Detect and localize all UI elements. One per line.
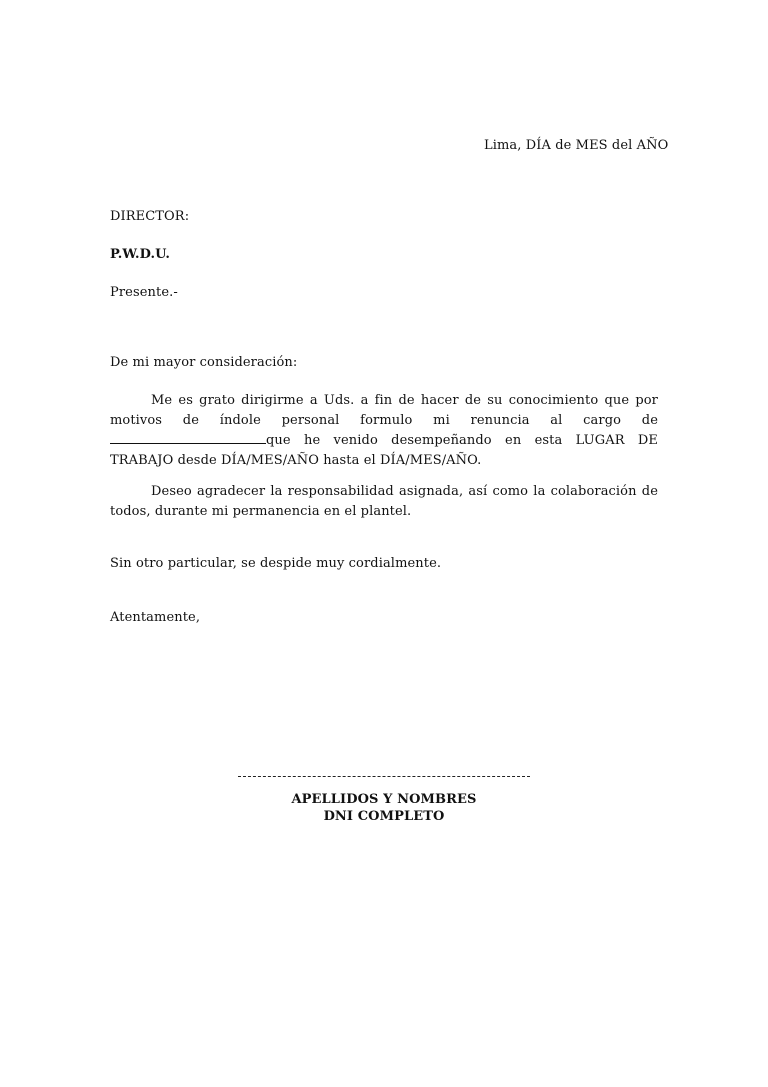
- body-paragraph-1: [110, 391, 658, 471]
- body-paragraph-2: Deseo agradecer la responsabilidad asignada, así como la colaboración de todos, durante mi permanencia en el plantel.: [110, 484, 658, 519]
- sign-off: Atentamente,: [110, 610, 201, 625]
- signature-id: DNI COMPLETO: [323, 809, 445, 824]
- date-line: Lima, DÍA de MES del AÑO: [484, 138, 669, 153]
- salutation: De mi mayor consideración:: [110, 355, 298, 370]
- job-title-blank: [110, 431, 266, 444]
- signature-line: [238, 776, 530, 777]
- paragraph-1-text-start: Me es grato dirigirme a Uds. a fin de hacer de su conocimiento que por motivos de índole personal formulo mi renuncia al cargo de: [110, 393, 658, 428]
- closing-line: Sin otro particular, se despide muy cordialmente.: [110, 556, 442, 571]
- signature-name: APELLIDOS Y NOMBRES: [291, 792, 477, 807]
- recipient-title: DIRECTOR:: [110, 209, 190, 224]
- recipient-organization: P.W.D.U.: [110, 247, 171, 262]
- paragraph-1-text-end: que he venido desempeñando en esta LUGAR DE TRABAJO desde DÍA/MES/AÑO hasta el DÍA/MES/AÑO.: [110, 433, 658, 468]
- presente-line: Presente.-: [110, 285, 178, 300]
